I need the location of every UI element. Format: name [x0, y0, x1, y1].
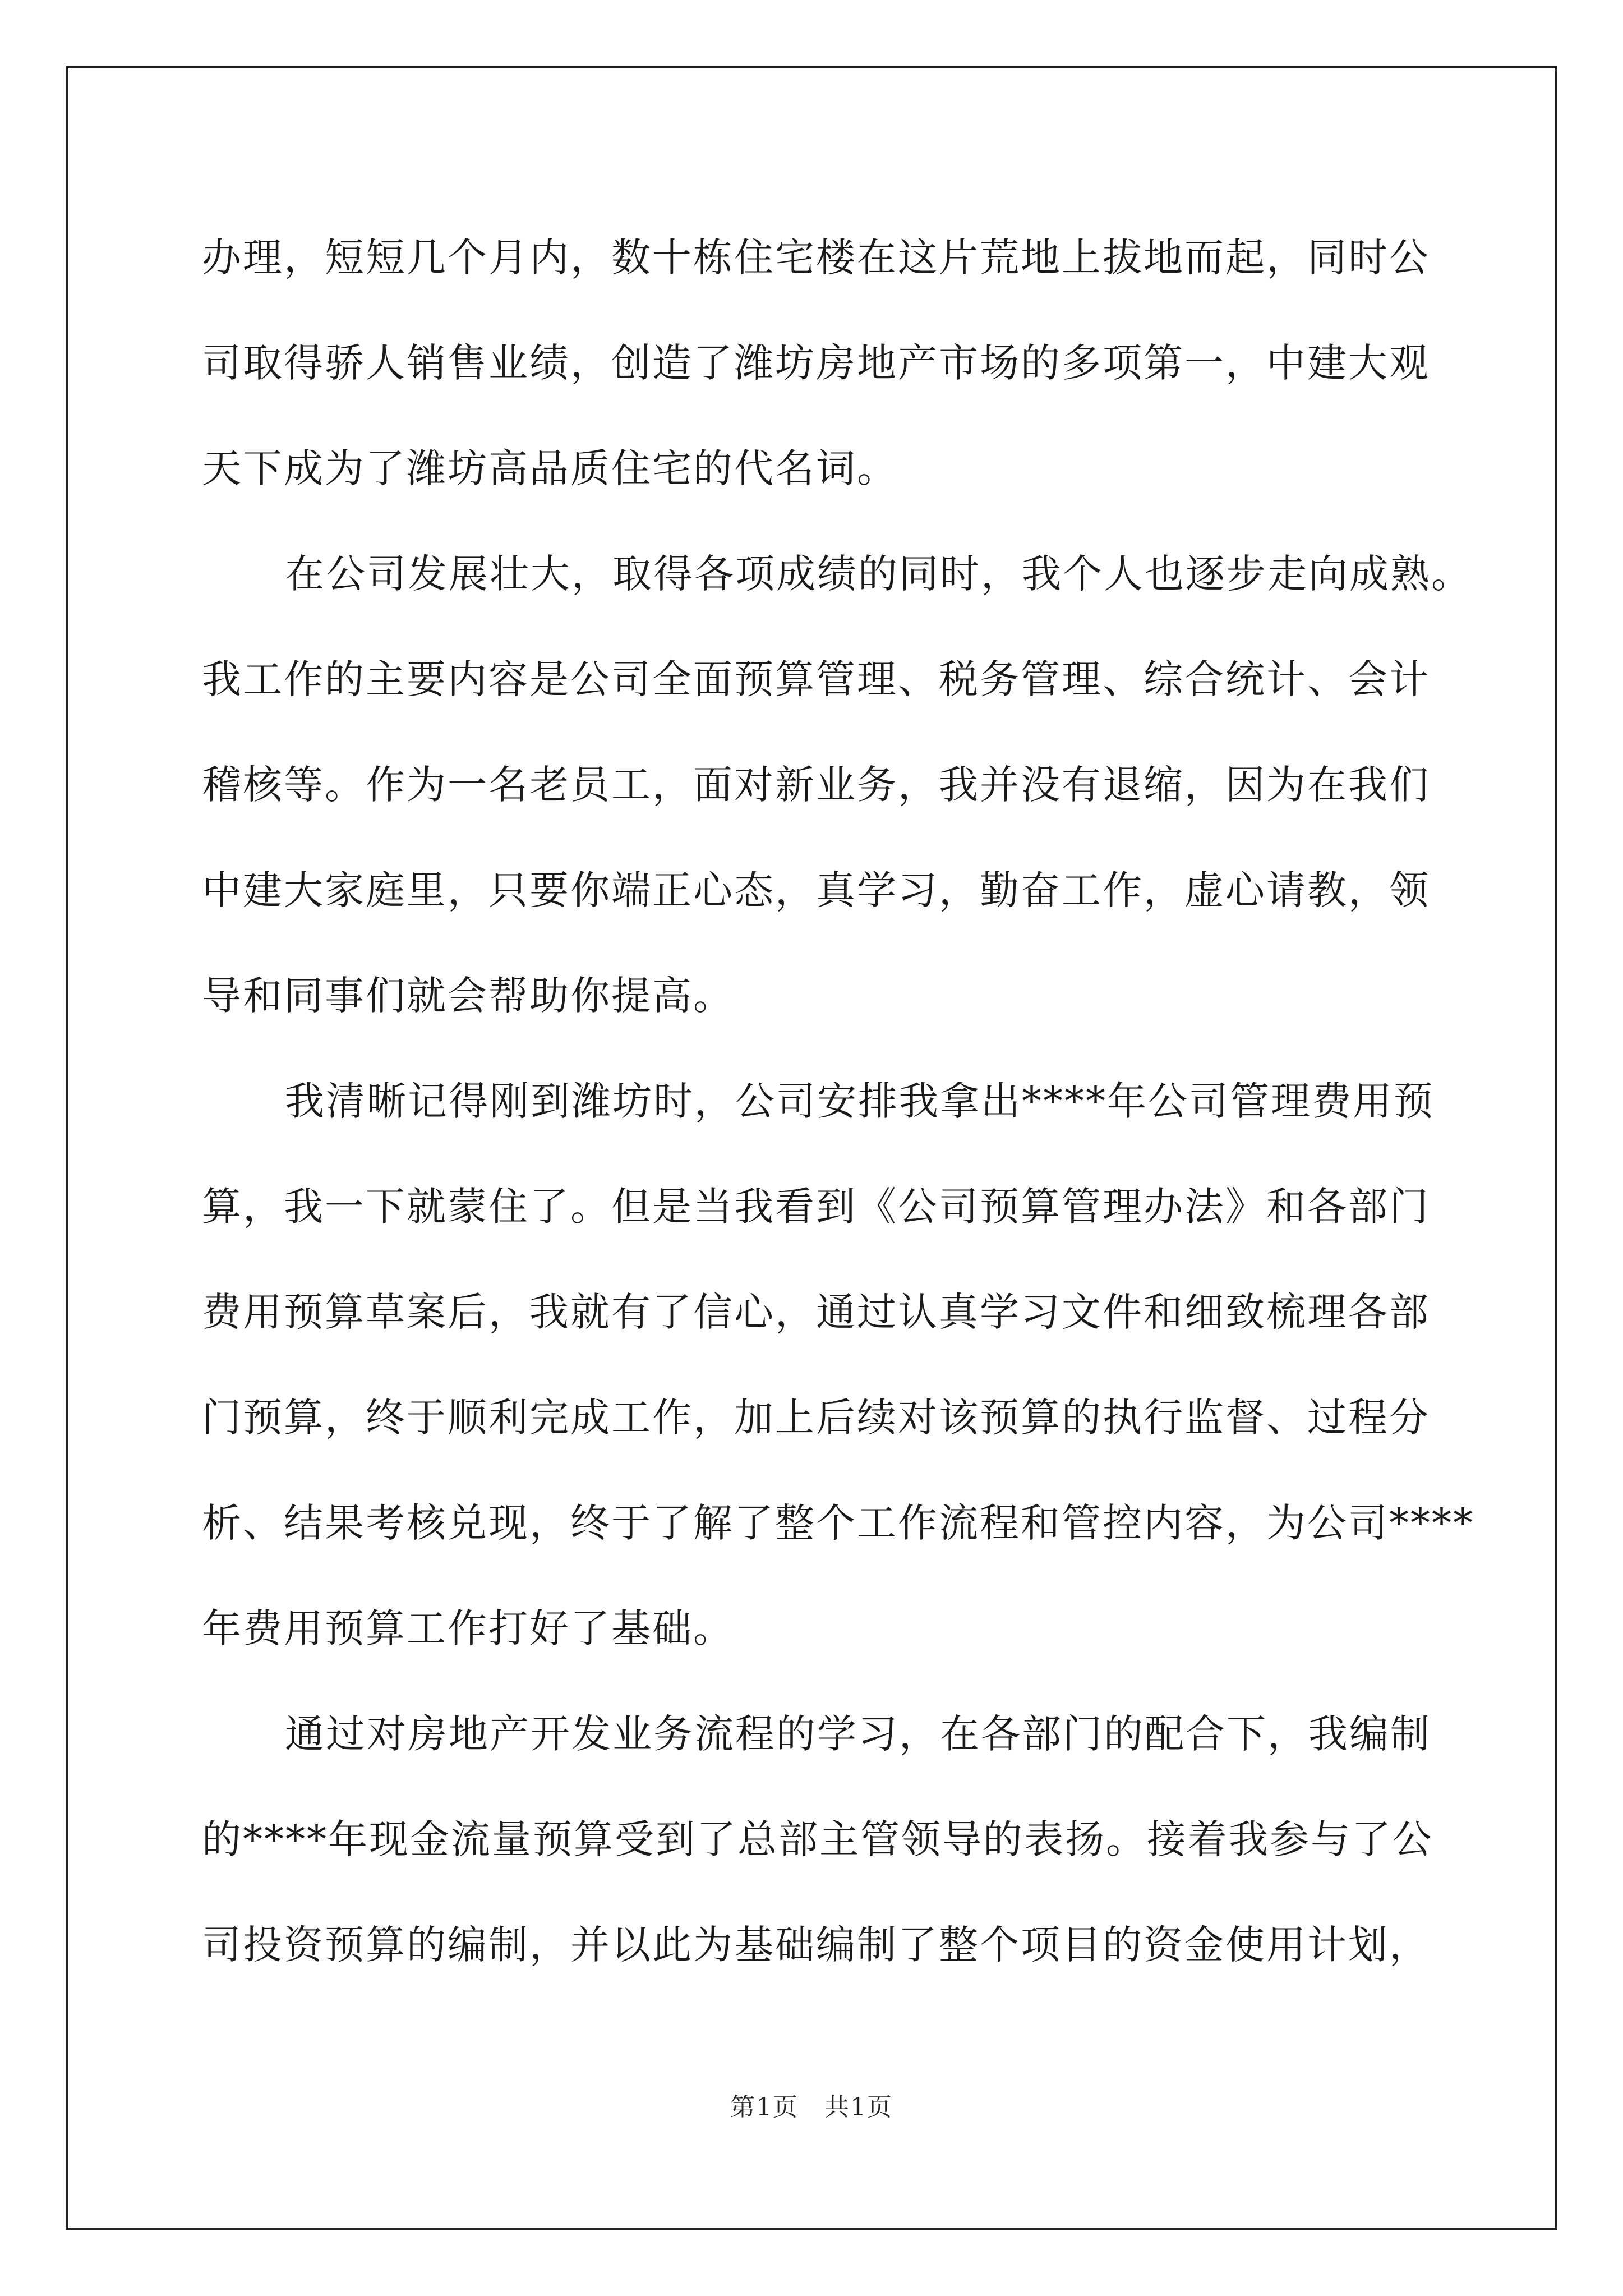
text-line: 门预算，终于顺利完成工作，加上后续对该预算的执行监督、过程分 [202, 1395, 1430, 1441]
text-line: 我清晰记得刚到潍坊时，公司安排我拿出****年公司管理费用预 [285, 1078, 1435, 1124]
text-line: 通过对房地产开发业务流程的学习，在各部门的配合下，我编制 [285, 1711, 1431, 1757]
text-line: 天下成为了潍坊高品质住宅的代名词。 [202, 445, 898, 491]
text-line: 年费用预算工作打好了基础。 [202, 1605, 734, 1651]
text-line: 中建大家庭里，只要你端正心态，真学习，勤奋工作，虚心请教，领 [202, 867, 1430, 913]
text-line: 司取得骄人销售业绩，创造了潍坊房地产市场的多项第一，中建大观 [202, 340, 1430, 386]
text-line: 我工作的主要内容是公司全面预算管理、税务管理、综合统计、会计 [202, 656, 1430, 702]
text-line: 办理，短短几个月内，数十栋住宅楼在这片荒地上拔地而起，同时公 [202, 234, 1430, 280]
text-line: 稽核等。作为一名老员工，面对新业务，我并没有退缩，因为在我们 [202, 762, 1430, 808]
text-line: 算，我一下就蒙住了。但是当我看到《公司预算管理办法》和各部门 [202, 1184, 1430, 1230]
text-line: 在公司发展壮大，取得各项成绩的同时，我个人也逐步走向成熟。 [285, 551, 1472, 597]
text-line: 费用预算草案后，我就有了信心，通过认真学习文件和细致梳理各部 [202, 1289, 1430, 1335]
page-footer: 第1页 共1页 [730, 2093, 893, 2122]
text-line: 司投资预算的编制，并以此为基础编制了整个项目的资金使用计划， [202, 1922, 1430, 1968]
document-body [202, 205, 1474, 1998]
text-line: 导和同事们就会帮助你提高。 [202, 973, 734, 1019]
text-line: 析、结果考核兑现，终于了解了整个工作流程和管控内容，为公司**** [202, 1500, 1474, 1546]
text-line: 的****年现金流量预算受到了总部主管领导的表扬。接着我参与了公 [202, 1816, 1433, 1862]
